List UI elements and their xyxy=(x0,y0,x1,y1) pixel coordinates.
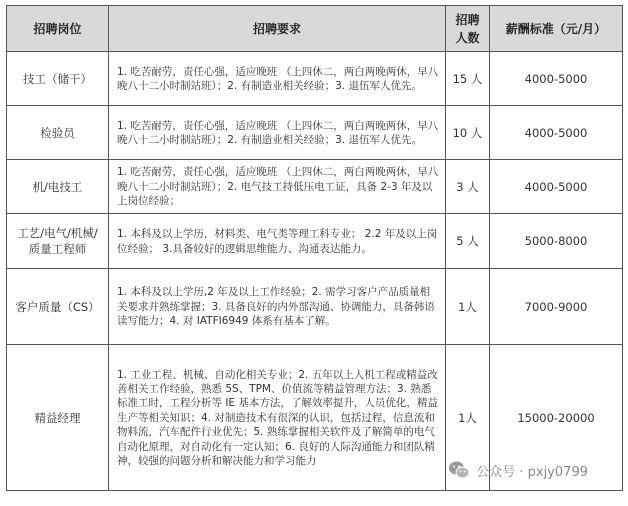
count-cell: 15 人 xyxy=(446,52,490,106)
salary-cell: 15000-20000 xyxy=(490,345,623,491)
watermark-text: 公众号 · pxjy0799 xyxy=(476,464,588,480)
wechat-icon xyxy=(448,460,470,480)
position-cell: 技工（储干） xyxy=(7,52,109,106)
salary-cell: 4000-5000 xyxy=(490,160,623,214)
salary-cell: 7000-9000 xyxy=(490,269,623,345)
requirements-cell: 1. 本科及以上学历，材料类、电气类等理工科专业； 2.2 年及以上岗位经验； 3.具备较好的逻辑思维能力、沟通表达能力。 xyxy=(109,214,446,269)
table-row xyxy=(7,214,623,269)
requirements-cell: 1. 工业工程、机械、自动化相关专业；2. 五年以上人机工程或精益改善相关工作经验，熟悉 5S、TPM、价值流等精益管理方法；3. 熟悉标准工时，工程分析等 IE 基本方法，了解效率提升，人员优化，精益生产等相关知识；4. 对制造技术有很深的认识，包括过程，信息流和物料流，汽车配件行业优先；5. 熟练掌握相关软件及了解简单的电气自动化原理，对自动化有一定认知；6. 良好的人际沟通能力和团队精神，较强的问题分析和解决能力和学习能力 xyxy=(109,345,446,491)
count-cell: 1人 xyxy=(446,269,490,345)
position-cell: 机/电技工 xyxy=(7,160,109,214)
requirements-cell: 1. 吃苦耐劳，责任心强，适应晚班 （上四休二，两白两晚两休，早八晚八十二小时制站班）；2. 有制造业相关经验；3. 退伍军人优先。 xyxy=(109,52,446,106)
table-row xyxy=(7,106,623,160)
table-row xyxy=(7,160,623,214)
count-cell: 3 人 xyxy=(446,160,490,214)
header-count: 招聘人数 xyxy=(446,6,490,52)
position-cell: 检验员 xyxy=(7,106,109,160)
salary-cell: 5000-8000 xyxy=(490,214,623,269)
header-row xyxy=(7,6,623,52)
salary-cell: 4000-5000 xyxy=(490,106,623,160)
requirements-cell: 1. 吃苦耐劳，责任心强，适应晚班 （上四休二，两白两晚两休，早八晚八十二小时制站班）；2. 有制造业相关经验；3. 退伍军人优先。 xyxy=(109,106,446,160)
wechat-watermark xyxy=(448,460,588,480)
table-row xyxy=(7,52,623,106)
salary-cell: 4000-5000 xyxy=(490,52,623,106)
count-cell: 1人 xyxy=(446,345,490,491)
position-cell: 客户质量（CS） xyxy=(7,269,109,345)
table-row xyxy=(7,269,623,345)
count-cell: 10 人 xyxy=(446,106,490,160)
header-salary: 薪酬标准（元/月） xyxy=(490,6,623,52)
requirements-cell: 1. 吃苦耐劳，责任心强，适应晚班 （上四休二，两白两晚两休，早八晚八十二小时制站班）；2. 电气技工持低压电工证，具备 2-3 年及以上岗位经验； xyxy=(109,160,446,214)
requirements-cell: 1. 本科及以上学历,2 年及以上工作经验；2. 需学习客户产品质量相关要求并熟练掌握；3. 具备良好的内外部沟通、协调能力，具备韩语读写能力；4. 对 IATFI6949 体系有基本了解。 xyxy=(109,269,446,345)
header-position: 招聘岗位 xyxy=(7,6,109,52)
count-cell: 5 人 xyxy=(446,214,490,269)
recruitment-table xyxy=(6,5,623,491)
header-requirements: 招聘要求 xyxy=(109,6,446,52)
position-cell: 工艺/电气/机械/质量工程师 xyxy=(7,214,109,269)
position-cell: 精益经理 xyxy=(7,345,109,491)
